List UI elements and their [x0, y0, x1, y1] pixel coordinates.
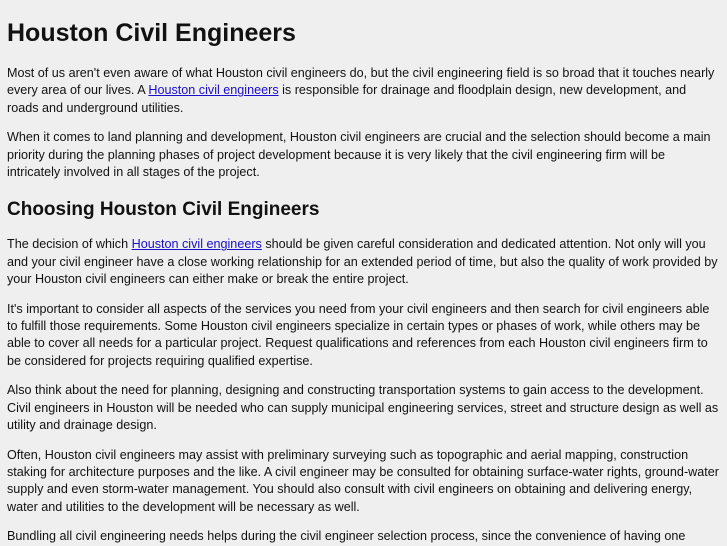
section-paragraph-4: Often, Houston civil engineers may assist with preliminary surveying such as topographic and aerial mapping, construction staking for architecture purposes and the like. A civil engineer may be consulted for obtaining surface-water rights, ground-water supply and even storm-water management. You should also consult with civil engineers on obtaining and delivering energy, water and utilities to the development will be necessary as well. — [7, 447, 719, 514]
intro-p1-text-after: is responsible for drainage and floodplain design, new development, and roads and underground utilities. — [7, 83, 687, 115]
intro-p1-text-before: Most of us aren't even aware of what Houston civil engineers do, but the civil engineering field is so broad that it touches nearly every area of our lives. A — [7, 66, 715, 98]
section-p1-text-before: The decision of which — [7, 237, 132, 252]
section-paragraph-5: Bundling all civil engineering needs helps during the civil engineer selection process, since the convenience of having one — [7, 529, 686, 544]
page-title: Houston Civil Engineers — [7, 19, 296, 47]
intro-paragraph-1 — [7, 65, 720, 117]
section-p1-text-after: should be given careful consideration and dedicated attention. Not only will you and your civil engineer have a close working relationship for an extended period of time, but also the quality of work provided by your Houston civil engineers can either make or break the entire project. — [7, 237, 718, 287]
houston-civil-engineers-link-1[interactable]: Houston civil engineers — [148, 83, 279, 98]
section-paragraph-2: It's important to consider all aspects of the services you need from your civil engineers and then search for civil engineers able to fulfill those requirements. Some Houston civil engineers specialize in certain types or phases of work, while others may be able to cover all needs for a particular project. Request qualifications and references from each Houston civil engineers firm to be considered for projects requiring qualified expertise. — [7, 301, 710, 368]
section-paragraph-3: Also think about the need for planning, designing and constructing transportation systems to gain access to the development. Civil engineers in Houston will be needed who can supply municipal engineering services, street and structure design as well as utility and drainage design. — [7, 383, 719, 433]
intro-paragraph-2: When it comes to land planning and development, Houston civil engineers are crucial and the selection should become a main priority during the planning phases of project development because it is very likely that the civil engineering firm will be intricately involved in all stages of the project. — [7, 130, 711, 180]
houston-civil-engineers-link-2[interactable]: Houston civil engineers — [131, 237, 262, 252]
section-paragraph-1 — [7, 236, 720, 288]
section-heading: Choosing Houston Civil Engineers — [7, 199, 320, 221]
